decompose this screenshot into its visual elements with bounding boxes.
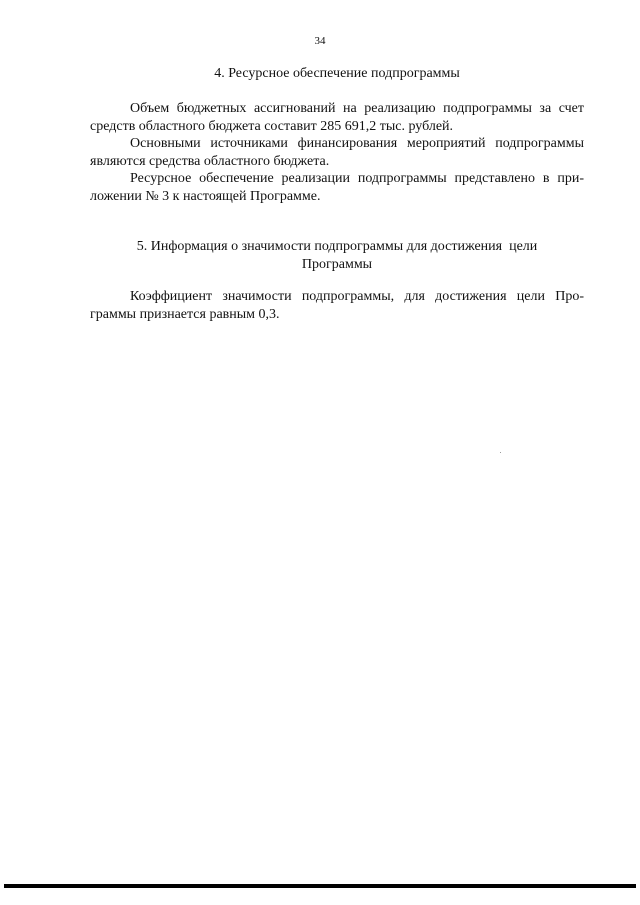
section-4-paragraph-2 bbox=[90, 135, 584, 171]
section-4-paragraph-3 bbox=[90, 170, 584, 206]
section-5-paragraph bbox=[90, 288, 584, 324]
section-4-paragraph-1 bbox=[90, 100, 584, 136]
paragraph-line: Объем бюджетных ассигнований на реализацию подпрограммы за счет bbox=[130, 101, 584, 116]
paragraph-line: являются средства областного бюджета. bbox=[90, 154, 330, 169]
section-4-title-text: 4. Ресурсное обеспечение подпрограммы bbox=[214, 66, 460, 81]
paragraph-line: граммы признается равным 0,3. bbox=[90, 307, 280, 322]
section-4-title bbox=[90, 65, 584, 83]
bottom-scan-edge bbox=[4, 884, 636, 888]
page-number: 34 bbox=[314, 35, 326, 47]
section-5-title-line-2: Программы bbox=[301, 257, 373, 272]
paragraph-line: Ресурсное обеспечение реализации подпрограммы представлено в при- bbox=[130, 171, 584, 186]
paragraph-line: ложении № 3 к настоящей Программе. bbox=[90, 189, 321, 204]
paragraph-line: Основными источниками финансирования мероприятий подпрограммы bbox=[130, 136, 584, 151]
paragraph-line: Коэффициент значимости подпрограммы, для достижения цели Про- bbox=[130, 289, 584, 304]
section-5-title bbox=[90, 238, 584, 274]
paragraph-line: средств областного бюджета составит 285 691,2 тыс. рублей. bbox=[90, 119, 454, 134]
scan-speck bbox=[500, 452, 501, 453]
section-5-title-line-1: 5. Информация о значимости подпрограммы для достижения цели bbox=[136, 239, 538, 254]
